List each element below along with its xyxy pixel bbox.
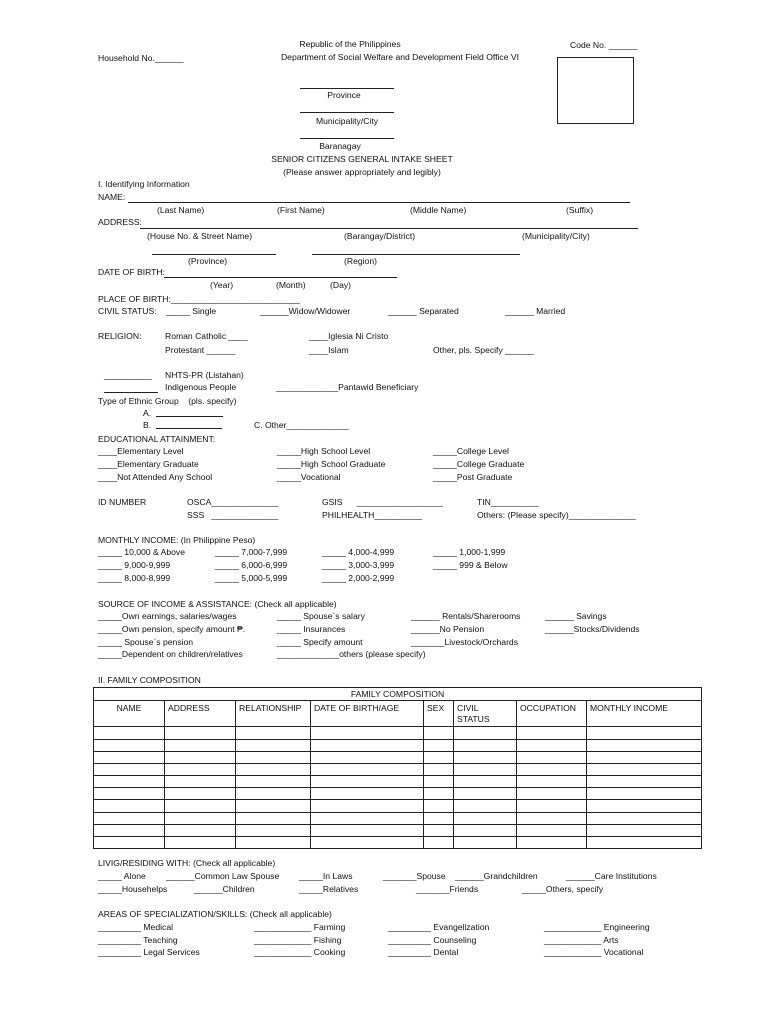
income-option[interactable]: _____ 999 & Below (433, 560, 508, 570)
philhealth-field[interactable]: PHILHEALTH__________ (322, 510, 423, 520)
table-row (94, 739, 702, 751)
table-row (94, 763, 702, 775)
table-cell[interactable] (454, 837, 517, 849)
skill-option[interactable]: _________ Teaching (98, 935, 178, 945)
education-label: EDUCATIONAL ATTAINMENT: (98, 434, 216, 444)
province-label: Province (327, 90, 361, 100)
living-option[interactable]: ______Common Law Spouse (166, 871, 280, 881)
table-cell[interactable] (311, 812, 424, 824)
civil-married-option[interactable]: ______ Married (505, 306, 566, 316)
name-line[interactable] (128, 202, 630, 203)
living-option[interactable]: ______Children (194, 884, 255, 894)
education-option[interactable]: _____High School Graduate (277, 459, 386, 469)
table-cell[interactable] (94, 812, 165, 824)
skill-option[interactable]: _________ Counseling (388, 935, 477, 945)
education-option[interactable]: ____Elementary Level (98, 446, 184, 456)
table-cell[interactable] (94, 776, 165, 788)
table-cell[interactable] (236, 788, 311, 800)
table-cell[interactable] (587, 776, 702, 788)
living-option[interactable]: _____Relatives (299, 884, 359, 894)
living-label: LIVIG/RESIDING WITH: (Check all applicable) (98, 858, 276, 868)
table-cell[interactable] (94, 800, 165, 812)
table-cell[interactable] (454, 788, 517, 800)
table-cell[interactable] (517, 824, 587, 836)
table-cell[interactable] (236, 800, 311, 812)
column-header: RELATIONSHIP (236, 701, 311, 727)
barangay-district-caption: (Barangay/District) (344, 231, 416, 241)
source-option[interactable]: _____Dependent on children/relatives (98, 649, 243, 659)
column-header: MONTHLY INCOME (587, 701, 702, 727)
living-option[interactable]: _____Others, specify (522, 884, 604, 894)
table-cell[interactable] (236, 763, 311, 775)
gsis-field[interactable]: GSIS __________________ (322, 497, 443, 507)
table-cell[interactable] (165, 812, 236, 824)
living-option[interactable]: ______Care Institutions (566, 871, 657, 881)
education-option[interactable]: _____Vocational (277, 472, 341, 482)
column-header: DATE OF BIRTH/AGE (311, 701, 424, 727)
nhts-label: NHTS-PR (Listahan) (165, 370, 244, 380)
table-cell[interactable] (517, 776, 587, 788)
table-cell[interactable] (517, 763, 587, 775)
table-cell[interactable] (424, 812, 454, 824)
religion-label: RELIGION: (98, 331, 142, 341)
table-cell[interactable] (454, 751, 517, 763)
family-table-body (94, 727, 702, 849)
column-header: OCCUPATION (517, 701, 587, 727)
education-option[interactable]: ____Not Attended Any School (98, 472, 213, 482)
income-option[interactable]: _____ 5,000-5,999 (215, 573, 288, 583)
table-cell[interactable] (94, 763, 165, 775)
table-cell[interactable] (424, 763, 454, 775)
indigenous-label: Indigenous People (165, 382, 237, 392)
department-text: Department of Social Welfare and Development Field Office VI (280, 52, 520, 62)
table-cell[interactable] (311, 763, 424, 775)
income-option[interactable]: _____ 10,000 & Above (98, 547, 185, 557)
table-cell[interactable] (587, 739, 702, 751)
table-row (94, 727, 702, 739)
education-option[interactable]: _____College Level (433, 446, 509, 456)
skill-option[interactable]: _________ Evangelization (388, 922, 490, 932)
skill-option[interactable]: ____________ Cooking (254, 947, 346, 957)
first-name-caption: (First Name) (277, 205, 325, 215)
income-option[interactable]: _____ 1,000-1,999 (433, 547, 506, 557)
column-header: NAME (94, 701, 165, 727)
table-cell[interactable] (424, 751, 454, 763)
table-cell[interactable] (94, 837, 165, 849)
source-option[interactable]: _______Livestock/Orchards (411, 637, 519, 647)
source-option[interactable]: _____ Insurances (277, 624, 346, 634)
table-cell[interactable] (236, 739, 311, 751)
pantawid-option[interactable]: _____________Pantawid Beneficiary (276, 382, 419, 392)
ethnic-a-line[interactable] (156, 416, 223, 417)
education-option[interactable]: _____College Graduate (433, 459, 525, 469)
month-caption: (Month) (276, 280, 306, 290)
region-caption: (Region) (344, 256, 377, 266)
table-cell[interactable] (587, 751, 702, 763)
table-cell[interactable] (94, 727, 165, 739)
province-caption: (Province) (188, 256, 228, 266)
table-cell[interactable] (587, 788, 702, 800)
section-identifying-title: I. Identifying Information (98, 179, 190, 189)
table-row (94, 824, 702, 836)
living-option[interactable]: ______Grandchildren (455, 871, 538, 881)
municipality-city-caption: (Municipality/City) (522, 231, 590, 241)
table-cell[interactable] (165, 788, 236, 800)
table-cell[interactable] (424, 727, 454, 739)
source-option[interactable]: ______No Pension (411, 624, 485, 634)
table-cell[interactable] (517, 727, 587, 739)
table-cell[interactable] (454, 739, 517, 751)
table-cell[interactable] (424, 788, 454, 800)
table-cell[interactable] (517, 812, 587, 824)
skill-option[interactable]: _________ Dental (388, 947, 459, 957)
table-cell[interactable] (587, 824, 702, 836)
form-instruction: (Please answer appropriately and legibly) (283, 167, 441, 177)
pob-field[interactable]: PLACE OF BIRTH:___________________________ (98, 294, 300, 304)
table-cell[interactable] (165, 776, 236, 788)
table-cell[interactable] (236, 776, 311, 788)
education-option[interactable]: ____Elementary Graduate (98, 459, 199, 469)
skill-option[interactable]: _________ Medical (98, 922, 174, 932)
province-address-line[interactable] (152, 254, 276, 255)
skill-option[interactable]: ____________ Fishing (254, 935, 342, 945)
ethnic-b-label: B. (143, 420, 152, 430)
id-number-label: ID NUMBER (98, 497, 147, 507)
table-cell[interactable] (165, 739, 236, 751)
civil-status-label: CIVIL STATUS: (98, 306, 157, 316)
table-row (94, 776, 702, 788)
source-option[interactable]: ______Stocks/Dividends (545, 624, 640, 634)
education-option[interactable]: _____Post Graduate (433, 472, 513, 482)
table-cell[interactable] (424, 824, 454, 836)
skill-option[interactable]: _________ Legal Services (98, 947, 200, 957)
ethnic-group-label: Type of Ethnic Group (pls. specify) (98, 396, 237, 406)
table-cell[interactable] (236, 812, 311, 824)
table-cell[interactable] (94, 751, 165, 763)
table-cell[interactable] (424, 837, 454, 849)
source-option[interactable]: _____________others (please specify) (277, 649, 426, 659)
source-option[interactable]: _____ Spouse`s pension (98, 637, 194, 647)
region-address-line[interactable] (312, 254, 520, 255)
form-title: SENIOR CITIZENS GENERAL INTAKE SHEET (271, 154, 453, 164)
table-cell[interactable] (424, 739, 454, 751)
other-id-field[interactable]: Others: (Please specify)______________ (477, 510, 636, 520)
table-cell[interactable] (517, 739, 587, 751)
education-option[interactable]: _____High School Level (277, 446, 371, 456)
skill-option[interactable]: ____________ Farming (254, 922, 346, 932)
address-line[interactable] (140, 228, 638, 229)
table-cell[interactable] (454, 800, 517, 812)
table-cell[interactable] (236, 751, 311, 763)
barangay-label: Baranagay (319, 141, 361, 151)
table-cell[interactable] (454, 824, 517, 836)
middle-name-caption: (Middle Name) (410, 205, 467, 215)
skills-label: AREAS OF SPECIALIZATION/SKILLS: (Check all applicable) (98, 909, 332, 919)
municipality-label: Municipality/City (315, 116, 379, 126)
table-cell[interactable] (236, 727, 311, 739)
family-composition-table (93, 687, 702, 849)
column-header: SEX (424, 701, 454, 727)
income-option[interactable]: _____ 7,000-7,999 (215, 547, 288, 557)
table-cell[interactable] (165, 800, 236, 812)
living-option[interactable]: _______Spouse (383, 871, 446, 881)
table-row (94, 812, 702, 824)
table-cell[interactable] (165, 763, 236, 775)
table-cell[interactable] (587, 837, 702, 849)
living-option[interactable]: _____ Alone (98, 871, 146, 881)
code-no-field[interactable]: Code No. ______ (570, 40, 638, 50)
table-cell[interactable] (311, 739, 424, 751)
source-option[interactable]: ______ Savings (545, 611, 607, 621)
table-cell[interactable] (311, 727, 424, 739)
table-cell[interactable] (236, 837, 311, 849)
day-caption: (Day) (330, 280, 352, 290)
income-option[interactable]: _____ 8,000-8,999 (98, 573, 171, 583)
source-option[interactable]: _____Own earnings, salaries/wages (98, 611, 237, 621)
column-header: ADDRESS (165, 701, 236, 727)
table-cell[interactable] (587, 763, 702, 775)
republic-text: Republic of the Philippines (299, 39, 401, 49)
income-option[interactable]: _____ 3,000-3,999 (322, 560, 395, 570)
last-name-caption: (Last Name) (157, 205, 205, 215)
photo-box[interactable] (557, 57, 634, 124)
religion-islam-option[interactable]: ____Islam (309, 345, 349, 355)
table-cell[interactable] (587, 812, 702, 824)
skill-option[interactable]: ____________ Engineering (544, 922, 650, 932)
table-cell[interactable] (311, 751, 424, 763)
table-cell[interactable] (587, 800, 702, 812)
address-label: ADDRESS: (98, 217, 142, 227)
civil-widow-option[interactable]: ______Widow/Widower (260, 306, 351, 316)
table-cell[interactable] (165, 837, 236, 849)
nhts-blank[interactable]: __________ (104, 370, 152, 380)
municipality-line[interactable] (300, 112, 394, 113)
table-cell[interactable] (424, 776, 454, 788)
tin-field[interactable]: TIN__________ (477, 497, 539, 507)
source-income-label: SOURCE OF INCOME & ASSISTANCE: (Check all applicable) (98, 599, 337, 609)
income-label: MONTHLY INCOME: (In Philippine Peso) (98, 535, 256, 545)
province-line[interactable] (300, 88, 394, 89)
living-option[interactable]: _____In Laws (299, 871, 353, 881)
income-option[interactable]: _____ 6,000-6,999 (215, 560, 288, 570)
house-street-caption: (House No. & Street Name) (147, 231, 253, 241)
table-cell[interactable] (165, 727, 236, 739)
name-label: NAME: (98, 192, 126, 202)
table-cell[interactable] (517, 751, 587, 763)
table-cell[interactable] (311, 788, 424, 800)
income-option[interactable]: _____ 9,000-9,999 (98, 560, 171, 570)
household-no-field[interactable]: Household No.______ (98, 53, 184, 63)
ethnic-other-field[interactable]: C. Other_____________ (254, 420, 349, 430)
civil-separated-option[interactable]: ______ Separated (388, 306, 459, 316)
table-cell[interactable] (517, 788, 587, 800)
source-option[interactable]: _____Own pension, specify amount ₱. (98, 624, 246, 634)
ethnic-a-label: A. (143, 408, 152, 418)
source-option[interactable]: ______ Rentals/Sharerooms (411, 611, 521, 621)
year-caption: (Year) (210, 280, 234, 290)
table-cell[interactable] (94, 788, 165, 800)
indigenous-blank[interactable] (104, 392, 158, 393)
religion-catholic-option[interactable]: Roman Catholic ____ (165, 331, 248, 341)
religion-iglesia-option[interactable]: ____Iglesia Ni Cristo (309, 331, 389, 341)
skill-option[interactable]: ____________ Vocational (544, 947, 644, 957)
table-cell[interactable] (517, 837, 587, 849)
table-cell[interactable] (311, 824, 424, 836)
table-cell[interactable] (517, 800, 587, 812)
dob-label: DATE OF BIRTH: (98, 267, 166, 277)
column-header: CIVIL STATUS (454, 701, 517, 727)
suffix-caption: (Suffix) (566, 205, 594, 215)
table-cell[interactable] (454, 727, 517, 739)
income-option[interactable]: _____ 2,000-2,999 (322, 573, 395, 583)
source-option[interactable]: _____ Specify amount (277, 637, 363, 647)
table-row (94, 837, 702, 849)
table-row (94, 800, 702, 812)
table-row (94, 751, 702, 763)
section-family-title: II. FAMILY COMPOSITION (98, 675, 201, 685)
family-table-caption: FAMILY COMPOSITION (94, 688, 702, 701)
osca-field[interactable]: OSCA______________ (187, 497, 279, 507)
table-cell[interactable] (454, 776, 517, 788)
table-cell[interactable] (311, 776, 424, 788)
table-cell[interactable] (454, 812, 517, 824)
sss-field[interactable]: SSS ______________ (187, 510, 279, 520)
religion-protestant-option[interactable]: Protestant ______ (165, 345, 236, 355)
table-cell[interactable] (587, 727, 702, 739)
table-row (94, 788, 702, 800)
source-option[interactable]: _____ Spouse`s salary (277, 611, 365, 621)
table-cell[interactable] (165, 824, 236, 836)
ethnic-b-line[interactable] (156, 428, 222, 429)
table-cell[interactable] (311, 837, 424, 849)
table-cell[interactable] (94, 739, 165, 751)
income-option[interactable]: _____ 4,000-4,999 (322, 547, 395, 557)
table-cell[interactable] (424, 800, 454, 812)
living-option[interactable]: _______Friends (416, 884, 479, 894)
barangay-line[interactable] (300, 138, 394, 139)
dob-line[interactable] (164, 277, 397, 278)
table-cell[interactable] (454, 763, 517, 775)
religion-other-option[interactable]: Other, pls. Specify ______ (433, 345, 534, 355)
table-cell[interactable] (94, 824, 165, 836)
civil-single-option[interactable]: _____ Single (166, 306, 217, 316)
table-cell[interactable] (236, 824, 311, 836)
table-cell[interactable] (311, 800, 424, 812)
table-cell[interactable] (165, 751, 236, 763)
living-option[interactable]: _____Househelps (98, 884, 168, 894)
skill-option[interactable]: ____________ Arts (544, 935, 619, 945)
